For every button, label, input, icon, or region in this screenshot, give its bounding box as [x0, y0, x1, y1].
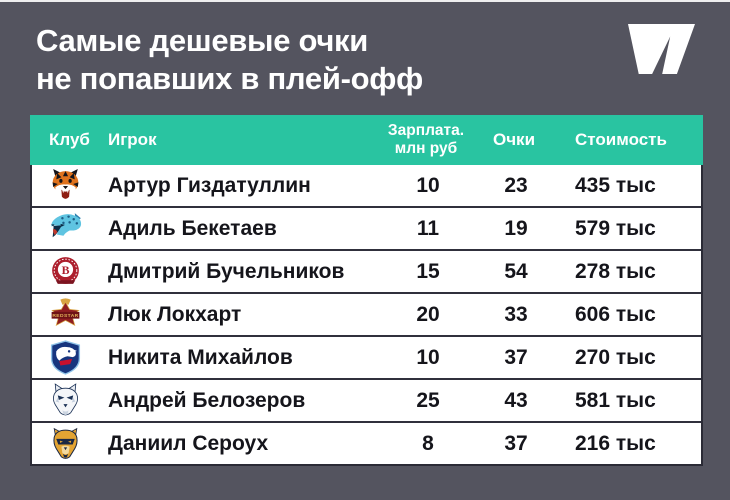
points-value: 37	[504, 431, 528, 455]
club-logo-cell	[32, 423, 98, 464]
cost-value: 270 тыс	[575, 345, 656, 369]
player-name: Люк Локхарт	[108, 302, 242, 326]
page-title	[36, 22, 423, 98]
player-name: Адиль Бекетаев	[108, 216, 277, 240]
page-title-line1: Самые дешевые очки	[36, 23, 368, 58]
salary-value: 11	[416, 216, 440, 240]
svg-text:REDSTAR: REDSTAR	[51, 314, 79, 320]
wolf-crest-icon	[47, 382, 84, 419]
club-logo-cell	[32, 165, 98, 206]
points-value: 54	[504, 259, 528, 283]
table-row	[32, 208, 701, 251]
cost-value: 278 тыс	[575, 259, 656, 283]
player-name: Даниил Сероух	[108, 431, 269, 455]
club-logo-cell	[32, 208, 98, 249]
column-header-salary: Зарплата. млн руб	[387, 122, 465, 157]
page-title-line2: не попавших в плей-офф	[36, 61, 423, 96]
snow-leopard-crest-icon	[47, 210, 84, 247]
stats-table	[30, 115, 703, 466]
cost-value: 579 тыс	[575, 216, 656, 240]
player-name: Дмитрий Бучельников	[108, 259, 345, 283]
salary-value: 10	[416, 345, 440, 369]
points-value: 19	[504, 216, 528, 240]
gold-cougar-crest-icon	[47, 425, 84, 462]
points-value: 37	[504, 345, 528, 369]
salary-value: 25	[416, 388, 440, 412]
cost-value: 606 тыс	[575, 302, 656, 326]
club-logo-cell	[32, 294, 98, 335]
cost-value: 581 тыс	[575, 388, 656, 412]
player-name: Никита Михайлов	[108, 345, 293, 369]
points-value: 33	[504, 302, 528, 326]
points-value: 43	[504, 388, 528, 412]
player-name: Артур Гиздатуллин	[108, 173, 311, 197]
club-logo-cell	[32, 251, 98, 292]
table-row	[32, 165, 701, 208]
column-header-cost: Стоимость	[575, 130, 667, 149]
tiger-crest-icon	[47, 167, 84, 204]
points-value: 23	[504, 173, 528, 197]
club-logo-cell	[32, 380, 98, 421]
player-name: Андрей Белозеров	[108, 388, 306, 412]
salary-value: 20	[416, 302, 440, 326]
cost-value: 435 тыс	[575, 173, 656, 197]
red-star-crest-icon	[47, 296, 84, 333]
table-row	[32, 251, 701, 294]
club-logo-cell	[32, 337, 98, 378]
column-header-club: Клуб	[49, 130, 90, 149]
table-row	[32, 337, 701, 380]
red-badge-crest-icon	[47, 253, 84, 290]
column-header-points: Очки	[492, 130, 536, 149]
column-header-player: Игрок	[108, 130, 157, 149]
salary-value: 10	[416, 173, 440, 197]
table-row	[32, 294, 701, 337]
salary-value: 15	[416, 259, 440, 283]
cost-value: 216 тыс	[575, 431, 656, 455]
salary-value: 8	[422, 431, 434, 455]
svg-text:В: В	[61, 262, 69, 277]
table-row	[32, 380, 701, 423]
table-header-row	[30, 115, 703, 165]
table-row	[32, 423, 701, 464]
pari-logo-icon	[628, 24, 695, 74]
blue-shield-crest-icon	[47, 339, 84, 376]
